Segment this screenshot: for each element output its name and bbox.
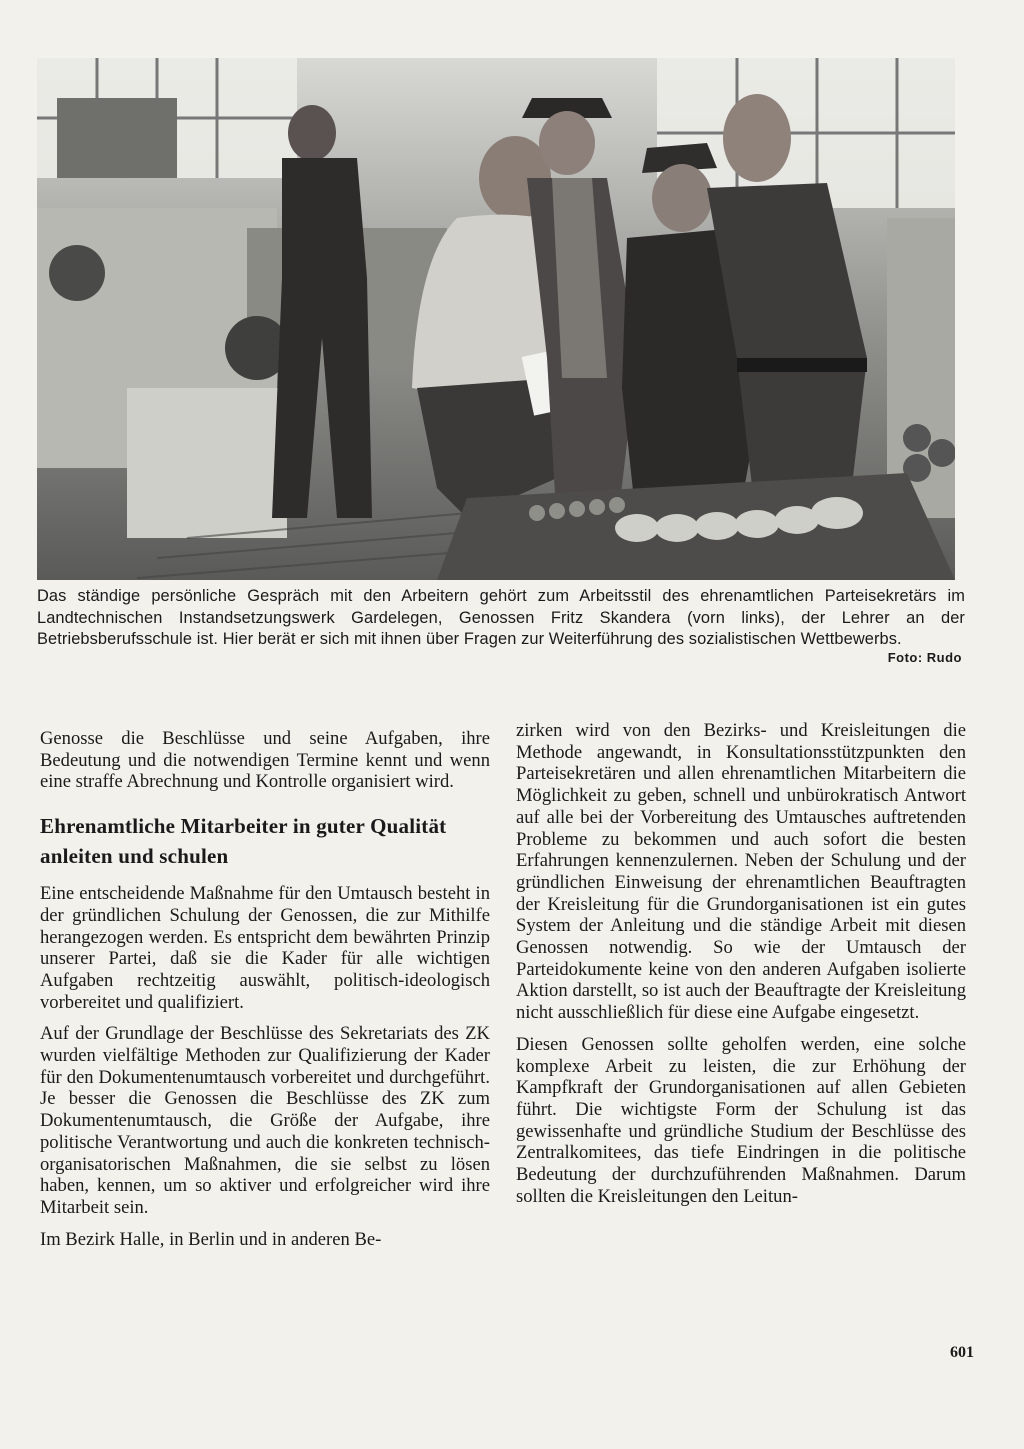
photo-credit: Foto: Rudo <box>887 650 962 665</box>
left-paragraph-2: Eine entscheidende Maßnahme für den Umtausch besteht in der gründlichen Schulung der Genossen, die zur Mithilfe herangezogen werden. Es entspricht dem bewährten Prinzip unserer Partei, daß sie die Kader für alle wichtigen Aufgaben rechtzeitig auswählt, politisch-ideologisch vorbereitet und qualifiziert. <box>40 883 490 1013</box>
caption-text: Das ständige persönliche Gespräch mit den Arbeitern gehört zum Arbeitsstil des ehrenamtlichen Parteisekretärs im Landtechnischen Instandsetzungswerk Gardelegen, Genossen Fritz Skandera (vorn links), der Lehrer an der Betriebsberufsschule ist. Hier berät er sich mit ihnen über Fragen zur Weiterführung des sozialistischen Wettbewerbs. <box>37 587 965 648</box>
right-column <box>516 720 966 1217</box>
left-column <box>40 728 490 1260</box>
right-paragraph-1: zirken wird von den Bezirks- und Kreisleitungen die Methode angewandt, in Konsultationsstützpunkten den Parteisekretären und allen ehrenamtlichen Mitarbeitern die Möglichkeit zu geben, schnell und unbürokratisch Antwort auf alle bei der Vorbereitung des Umtausches auftretenden Probleme zu bekommen und auch sofort die besten Erfahrungen kennenzulernen. Neben der Schulung und der gründlichen Einweisung der ehrenamtlichen Beauftragten der Kreisleitung für die Grundorganisationen ist ein gutes System der Anleitung und die ständige Arbeit mit diesen Genossen notwendig. So wie der Umtausch der Parteidokumente keine von den anderen Aufgaben isolierte Aktion darstellt, so ist auch der Beauftragte der Kreisleitung nicht ausschließlich für diese eine Aufgabe eingesetzt. <box>516 720 966 1024</box>
left-paragraph-4: Im Bezirk Halle, in Berlin und in anderen Be- <box>40 1228 382 1250</box>
section-heading: Ehrenamtliche Mitarbeiter in guter Qualität anleiten und schulen <box>40 814 447 869</box>
photo-illustration <box>37 58 955 580</box>
right-paragraph-2: Diesen Genossen sollte geholfen werden, eine solche komplexe Arbeit zu leisten, die zur Erhöhung der Kampfkraft der Grundorganisationen auf allen Gebieten führt. Die wichtigste Form der Schulung ist das gewissenhafte und gründliche Studium der Beschlüsse des Zentralkomitees, das tiefe Eindringen in die politische Bedeutung der durchzuführenden Maßnahmen. Darum sollten die Kreisleitungen den Leitun- <box>516 1033 966 1207</box>
page-number: 601 <box>950 1344 974 1361</box>
left-paragraph-1: Genosse die Beschlüsse und seine Aufgaben, ihre Bedeutung und die notwendigen Termine kennt und wenn eine straffe Abrechnung und Kontrolle organisiert wird. <box>40 728 490 793</box>
workshop-photo <box>37 58 955 580</box>
left-paragraph-3: Auf der Grundlage der Beschlüsse des Sekretariats des ZK wurden vielfältige Methoden zur Qualifizierung der Kader für den Dokumentenumtausch vorbereitet und durchgeführt. Je besser die Genossen die Beschlüsse des ZK zum Dokumentenumtausch, die Größe der Aufgabe, ihre politische Verantwortung und auch die konkreten technisch-organisatorischen Maßnahmen, die sie selbst zu lösen haben, kennen, um so aktiver und erfolgreicher wird ihre Mitarbeit sein. <box>40 1023 490 1218</box>
photo-caption <box>37 586 965 651</box>
